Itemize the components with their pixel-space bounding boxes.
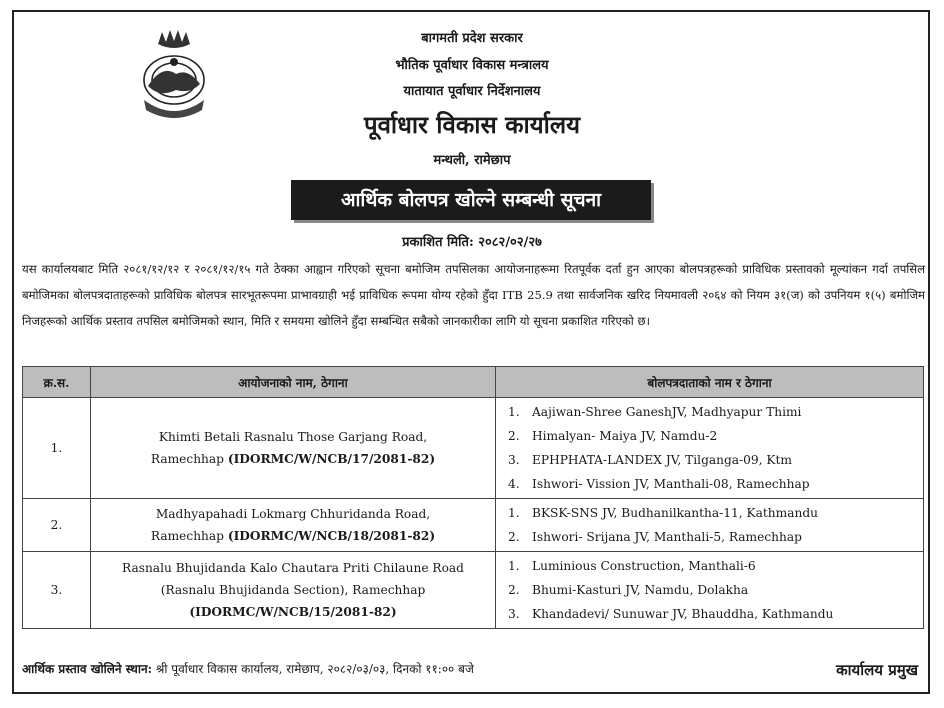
bidder-number: 4. bbox=[508, 477, 520, 491]
table-row bbox=[23, 398, 924, 499]
bidder-item bbox=[508, 448, 923, 472]
row-bidders bbox=[496, 398, 924, 499]
col-header-sn: क्र.स. bbox=[23, 367, 91, 398]
bidder-item bbox=[508, 602, 923, 626]
bidder-item bbox=[508, 501, 923, 525]
bidder-name: Ishwori- Srijana JV, Manthali-5, Ramechhap bbox=[532, 530, 802, 544]
col-header-project: आयोजनाको नाम, ठेगाना bbox=[91, 367, 496, 398]
row-project bbox=[91, 499, 496, 552]
project-line: Madhyapahadi Lokmarg Chhuridanda Road, bbox=[155, 507, 431, 521]
office-location: मन्थली, रामेछाप bbox=[433, 153, 511, 168]
directorate-name: यातायात पूर्वाधार निर्देशनालय bbox=[403, 84, 541, 99]
bidder-name: Himalyan- Maiya JV, Namdu-2 bbox=[532, 429, 718, 443]
bidder-number: 2. bbox=[508, 429, 520, 443]
bidders-table bbox=[22, 366, 924, 629]
table-row bbox=[23, 552, 924, 629]
office-name: पूर्वाधार विकास कार्यालय bbox=[363, 110, 581, 139]
bidder-number: 1. bbox=[508, 559, 520, 573]
row-project bbox=[91, 552, 496, 629]
project-code: (IDORMC/W/NCB/18/2081-82) bbox=[227, 529, 436, 543]
project-code: (IDORMC/W/NCB/17/2081-82) bbox=[227, 452, 436, 466]
project-line: Khimti Betali Rasnalu Those Garjang Road, bbox=[158, 430, 428, 444]
row-project bbox=[91, 398, 496, 499]
table-row bbox=[23, 499, 924, 552]
bidder-number: 3. bbox=[508, 453, 520, 467]
opening-venue bbox=[22, 660, 474, 677]
notice-title-banner: आर्थिक बोलपत्र खोल्ने सम्बन्धी सूचना bbox=[291, 180, 651, 220]
project-line-text: Ramechhap bbox=[150, 452, 228, 466]
province-govt: बागमती प्रदेश सरकार bbox=[421, 31, 523, 46]
row-bidders bbox=[496, 499, 924, 552]
bidder-item bbox=[508, 554, 923, 578]
project-line bbox=[92, 601, 494, 623]
bidder-number: 2. bbox=[508, 530, 520, 544]
ministry-name: भौतिक पूर्वाधार विकास मन्त्रालय bbox=[395, 58, 549, 73]
bidder-item bbox=[508, 424, 923, 448]
published-date: प्रकाशित मिति: २०८२/०२/२७ bbox=[402, 235, 542, 250]
row-sn: 1. bbox=[23, 398, 91, 499]
bidder-name: BKSK-SNS JV, Budhanilkantha-11, Kathmandu bbox=[532, 506, 818, 520]
bidder-name: Ishwori- Vission JV, Manthali-08, Ramechhap bbox=[532, 477, 810, 491]
opening-venue-label: आर्थिक प्रस्ताव खोलिने स्थान: bbox=[22, 662, 153, 676]
project-line: Rasnalu Bhujidanda Kalo Chautara Priti Chilaune Road bbox=[121, 561, 464, 575]
bidder-name: EPHPHATA-LANDEX JV, Tilganga-09, Ktm bbox=[532, 453, 792, 467]
row-sn: 3. bbox=[23, 552, 91, 629]
row-sn: 2. bbox=[23, 499, 91, 552]
project-code: (IDORMC/W/NCB/15/2081-82) bbox=[189, 605, 397, 619]
bidder-number: 1. bbox=[508, 506, 520, 520]
project-line: (Rasnalu Bhujidanda Section), Ramechhap bbox=[160, 583, 426, 597]
bidder-item bbox=[508, 578, 923, 602]
project-line-text: Ramechhap bbox=[150, 529, 228, 543]
bidder-item bbox=[508, 525, 923, 549]
bidder-name: Luminious Construction, Manthali-6 bbox=[532, 559, 756, 573]
bidder-number: 3. bbox=[508, 607, 520, 621]
bidder-name: Aajiwan-Shree GaneshJV, Madhyapur Thimi bbox=[532, 405, 802, 419]
bidder-number: 1. bbox=[508, 405, 520, 419]
opening-venue-text: श्री पूर्वाधार विकास कार्यालय, रामेछाप, २०८२/०३/०३, दिनको ११:०० बजे bbox=[152, 662, 474, 676]
project-line bbox=[92, 525, 494, 547]
project-line bbox=[92, 448, 494, 470]
row-bidders bbox=[496, 552, 924, 629]
bidder-item bbox=[508, 400, 923, 424]
office-chief-signature: कार्यालय प्रमुख bbox=[836, 661, 918, 679]
col-header-bidders: बोलपत्रदाताको नाम र ठेगाना bbox=[496, 367, 924, 398]
bidder-number: 2. bbox=[508, 583, 520, 597]
bidder-name: Bhumi-Kasturi JV, Namdu, Dolakha bbox=[532, 583, 749, 597]
table-header-row bbox=[23, 367, 924, 398]
bidder-name: Khandadevi/ Sunuwar JV, Bhauddha, Kathmandu bbox=[532, 607, 834, 621]
intro-paragraph: यस कार्यालयबाट मिति २०८१/१२/१२ र २०८१/१२/१५ गते ठेक्का आह्वान गरिएको सूचना बमोजिम तपसिलका आयोजनाहरूमा रितपूर्वक दर्ता हुन आएका बोलपत्रहरूको प्राविधिक प्रस्तावको मूल्यांकन गर्दा तपसिल बमोजिमका बोलपत्रदाताहरूको प्राविधिक बोलपत्र सारभूतरूपमा प्राभावग्राही भई प्राविधिक रूपमा योग्य रहेको हुँदा ITB 25.9 तथा सार्वजनिक खरिद नियमावली २०६४ को नियम ३१(ज) को उपनियम १(५) बमोजिम निजहरूको आर्थिक प्रस्ताव तपसिल बमोजिमको स्थान, मिति र समयमा खोलिने हुँदा सम्बन्धित सबैको जानकारीका लागि यो सूचना प्रकाशित गरिएको छ। bbox=[22, 262, 925, 328]
bidder-item bbox=[508, 472, 923, 496]
